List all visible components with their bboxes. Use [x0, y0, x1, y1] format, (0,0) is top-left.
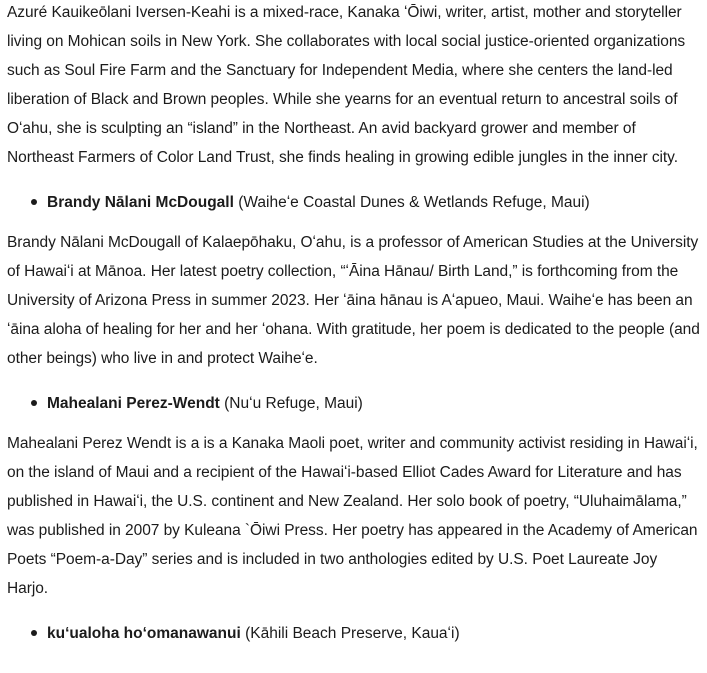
- bullet-icon: [31, 400, 37, 406]
- poet-list: [7, 619, 701, 648]
- poet-location: (Kāhili Beach Preserve, Kauaʻi): [240, 625, 460, 642]
- bio-paragraph: Mahealani Perez Wendt is a is a Kanaka Maoli poet, writer and community activist residing in Hawaiʻi, on the island of Maui and a recipient of the Hawaiʻi-based Elliot Cades Award for Literature and has published in Hawaiʻi, the U.S. continent and New Zealand. Her solo book of poetry, “Uluhaimālama,” was published in 2007 by Kuleana `Ōiwi Press. Her poetry has appeared in the Academy of American Poets “Poem-a-Day” series and is included in two anthologies edited by U.S. Poet Laureate Joy Harjo.: [7, 435, 698, 597]
- poet-list-item: [47, 389, 701, 418]
- poet-location: (Waiheʻe Coastal Dunes & Wetlands Refuge, Maui): [233, 194, 590, 211]
- bullet-icon: [31, 199, 37, 205]
- poet-name: Mahealani Perez-Wendt: [47, 395, 220, 412]
- bio-paragraph: Azuré Kauikeōlani Iversen-Keahi is a mixed-race, Kanaka ʻŌiwi, writer, artist, mother and storyteller living on Mohican soils in New York. She collaborates with local social justice-oriented organizations such as Soul Fire Farm and the Sanctuary for Independent Media, where she centers the land-led liberation of Black and Brown peoples. While she yearns for an eventual return to ancestral soils of Oʻahu, she is sculpting an “island” in the Northeast. An avid backyard grower and member of Northeast Farmers of Color Land Trust, she finds healing in growing edible jungles in the inner city.: [7, 4, 686, 166]
- poet-location: (Nuʻu Refuge, Maui): [219, 395, 363, 412]
- poet-name: kuʻualoha hoʻomanawanui: [47, 625, 241, 642]
- poet-list-item: [47, 188, 701, 217]
- poet-list-item: [47, 619, 701, 648]
- poet-list: [7, 188, 701, 217]
- poet-list: [7, 389, 701, 418]
- bullet-icon: [31, 630, 37, 636]
- bio-paragraph: Brandy Nālani McDougall of Kalaepōhaku, Oʻahu, is a professor of American Studies at the University of Hawaiʻi at Mānoa. Her latest poetry collection, “ʻĀina Hānau/ Birth Land,” is forthcoming from the University of Arizona Press in summer 2023. Her ʻāina hānau is Aʻapueo, Maui. Waiheʻe has been an ʻāina aloha of healing for her and her ʻohana. With gratitude, her poem is dedicated to the people (and other beings) who live in and protect Waiheʻe.: [7, 234, 700, 367]
- poet-name: Brandy Nālani McDougall: [47, 194, 234, 211]
